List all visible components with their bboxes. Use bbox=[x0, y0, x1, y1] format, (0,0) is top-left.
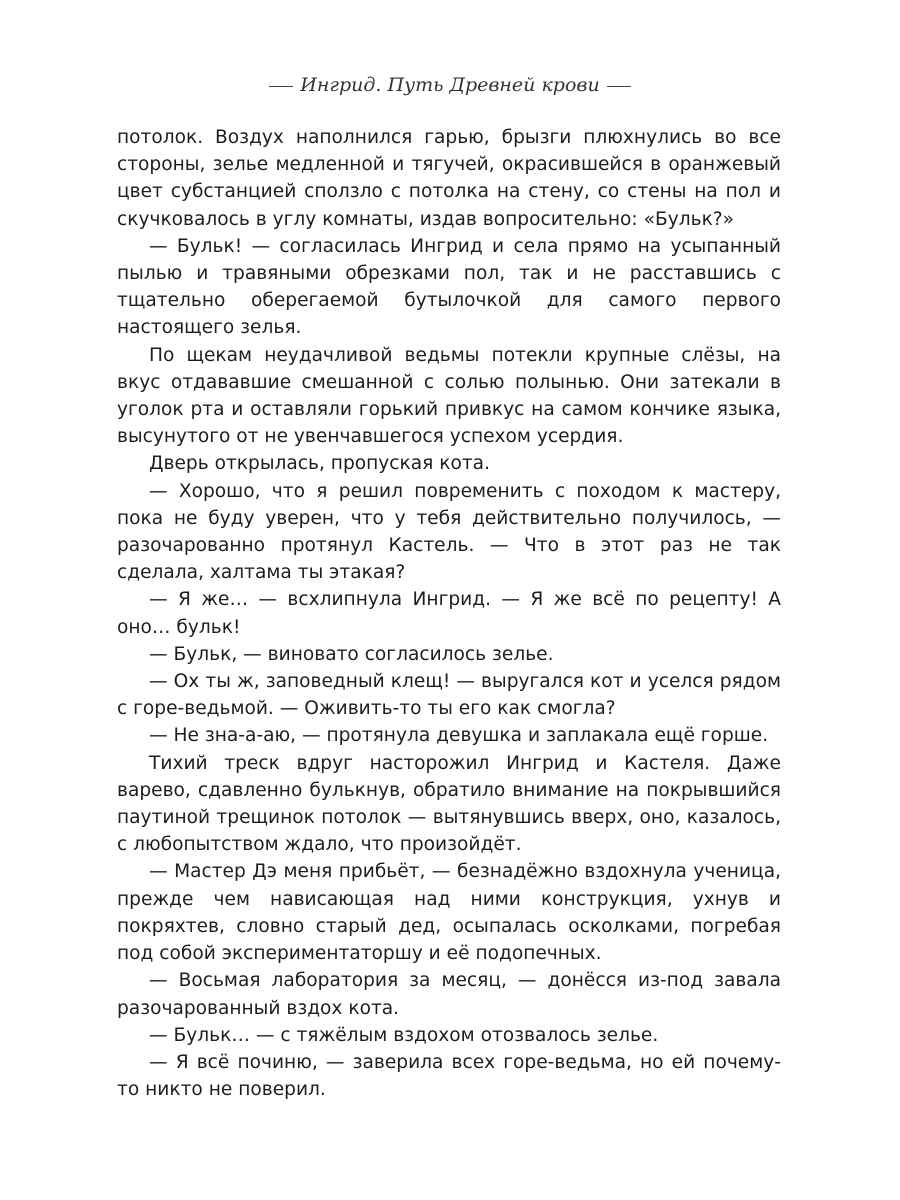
paragraph: Дверь открылась, пропуская кота. bbox=[149, 453, 490, 475]
paragraph: По щекам неудачливой ведьмы потекли крупные слёзы, на вкус отдававшие смешанной с солью полынью. Они затекали в уголок рта и оставляли горький привкус на самом кончике языка, высунутого от не увенчавшегося успехом усердия. bbox=[117, 344, 781, 448]
paragraph: — Я же… — всхлипнула Ингрид. — Я же всё по рецепту! А оно… бульк! bbox=[117, 589, 781, 638]
paragraph: — Восьмая лаборатория за месяц, — донёсся из-под завала разочарованный вздох кота. bbox=[117, 970, 781, 1019]
paragraph: — Не зна-а-аю, — протянула девушка и заплакала ещё горше. bbox=[149, 725, 769, 747]
paragraph: — Бульк… — с тяжёлым вздохом отозвалось зелье. bbox=[149, 1024, 659, 1046]
paragraph: — Ох ты ж, заповедный клещ! — выругался кот и уселся рядом с горе-ведьмой. — Оживить-то ты его как смогла? bbox=[117, 671, 781, 720]
paragraph: — Мастер Дэ меня прибьёт, — безнадёжно вздохнула ученица, прежде чем нависающая над ними конструкция, ухнув и покряхтев, словно старый дед, осыпалась осколками, погребая под собой экспериментаторшу и её подопечных. bbox=[117, 861, 781, 965]
paragraph: — Хорошо, что я решил повременить с походом к мастеру, пока не буду уверен, что у тебя действительно получилось, — разочарованно протянул Кастель. — Что в этот раз не так сделала, халтама ты этакая? bbox=[117, 480, 781, 584]
left-dash-ornament bbox=[269, 86, 293, 87]
paragraph: — Я всё починю, — заверила всех горе-ведьма, но ей почему-то никто не поверил. bbox=[117, 1051, 781, 1101]
paragraph: Тихий треск вдруг насторожил Ингрид и Кастеля. Даже варево, сдавленно булькнув, обратило внимание на покрывшийся паутиной трещинок потолок — вытянувшись вверх, оно, казалось, с любопытством ждало, что произойдёт. bbox=[117, 752, 781, 856]
paragraph-continuation: потолок. Воздух наполнился гарью, брызги плюхнулись во все стороны, зелье медленной и тягучей, окрасившейся в оранжевый цвет субстанцией сползло с потолка на стену, со стены на пол и скучковалось в углу комнаты, издав вопросительно: «Бульк?» bbox=[117, 127, 781, 230]
paragraph: — Бульк, — виновато согласилось зелье. bbox=[149, 643, 554, 665]
running-head bbox=[0, 74, 900, 96]
right-dash-ornament bbox=[607, 86, 631, 87]
text-body bbox=[117, 124, 781, 1103]
paragraph: — Бульк! — согласилась Ингрид и села прямо на усыпанный пылью и травяными обрезками пол, так и не расставшись с тщательно оберегаемой бутылочкой для самого первого настоящего зелья. bbox=[117, 235, 781, 339]
running-head-title: Ингрид. Путь Древней крови bbox=[300, 74, 600, 96]
